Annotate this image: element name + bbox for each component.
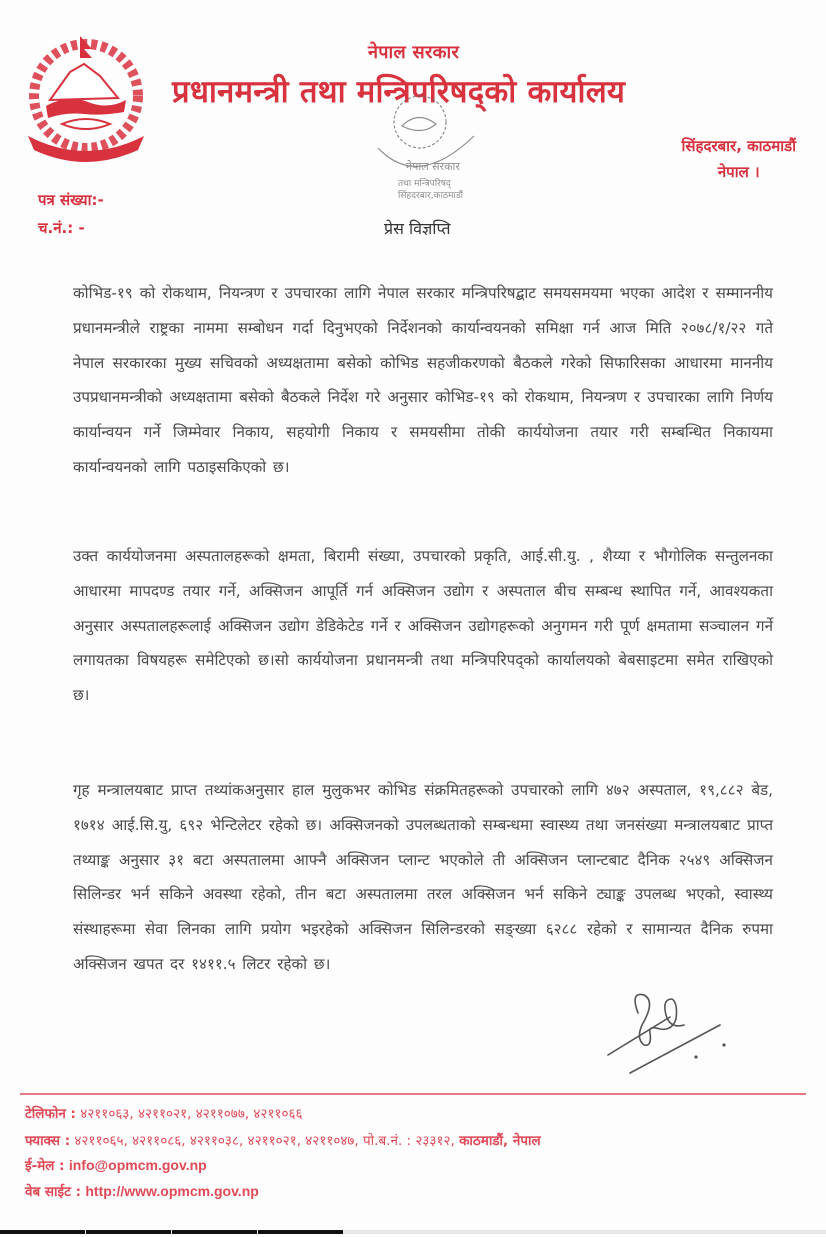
footer-fax [25, 1131, 541, 1149]
handshake-icon [62, 119, 110, 129]
story-progress-segment [258, 1230, 343, 1234]
story-progress-segment [0, 1230, 85, 1234]
seal-text-1: नेपाल सरकार [406, 160, 460, 173]
website-label: वेब साईट : [25, 1184, 82, 1200]
footer-phone [25, 1104, 303, 1122]
email-label: ई-मेल : [25, 1158, 65, 1174]
phone-numbers: ४२११०६३, ४२११०२१, ४२११०७७, ४२११०६६ [80, 1106, 303, 1122]
footer-website [25, 1182, 259, 1200]
press-release-title: प्रेस विज्ञप्ति [384, 219, 451, 238]
fax-numbers: ४२११०६५, ४२११०८६, ४२११०३८, ४२११०२१, ४२११०४७, पो.ब.नं. : २३३१२, [74, 1133, 455, 1149]
signature-icon [600, 985, 750, 1075]
story-progress-segment [86, 1230, 171, 1234]
address-line-2: नेपाल । [717, 163, 760, 181]
footer-email [25, 1156, 207, 1174]
office-name-heading: प्रधानमन्त्री तथा मन्त्रिपरिषद्को कार्यालय [172, 74, 626, 110]
mountain-icon [50, 64, 118, 100]
government-name: नेपाल सरकार [368, 42, 460, 63]
footer-divider [20, 1093, 806, 1095]
office-address [682, 133, 796, 185]
body-paragraph-2: उक्त कार्ययोजनमा अस्पतालहरूको क्षमता, बिरामी संख्या, उपचारको प्रकृति, आई.सी.यु. , शैय्या र भौगोलिक सन्तुलनका आधारमा मापदण्ड तयार गर्ने, अक्सिजन आपूर्ति गर्न अक्सिजन उद्योग र अस्पताल बीच सम्बन्ध स्थापित गर्ने, आवश्यकता अनुसार अस्पतालहरूलाई अक्सिजन उद्योग डेडिकेटेड गर्ने र अक्सिजन उद्योगहरूको अनुगमन गरी पूर्ण क्षमतामा सञ्चालन गर्ने लगायतका विषयहरू समेटिएको छ।सो कार्ययोजना प्रधानमन्त्री तथा मन्त्रिपरिपद्को कार्यालयको बेबसाइटमा समेत राखिएको छ। [73, 547, 773, 705]
map-icon [46, 99, 126, 118]
seal-text-2: तथा मन्त्रिपरिषद् [398, 179, 451, 189]
body-paragraph-1: कोभिड-१९ को रोकथाम, नियन्त्रण र उपचारका लागि नेपाल सरकार मन्त्रिपरिषद्बाट समयसमयमा भएका आदेश र सम्माननीय प्रधानमन्त्रीले राष्ट्रका नाममा सम्बोधन गर्दा दिनुभएको निर्देशनको कार्यान्वयनको समिक्षा गर्न आज मिति २०७८/१/२२ गते नेपाल सरकारका मुख्य सचिवको अध्यक्षतामा बसेको कोभिड सहजीकरणको बैठकले गरेको सिफारिसका आधारमा माननीय उपप्रधानमन्त्रीको अध्यक्षतामा बसेको बैठकले निर्देश गरे अनुसार कोभिड-१९ को रोकथाम, नियन्त्रण र उपचारका लागि निर्णय कार्यान्वयन गर्ने जिम्मेवार निकाय, सहयोगी निकाय र समयसीमा तोकी कार्ययोजना तयार गरी सम्बन्धित निकायमा कार्यान्वयनको लागि पठाइसकिएको छ। [73, 284, 773, 476]
body-paragraph-3: गृह मन्त्रालयबाट प्राप्त तथ्यांकअनुसार हाल मुलुकभर कोभिड संक्रमितहरूको उपचारको लागि ४७२ अस्पताल, १९,८८२ बेड, १७१४ आई.सि.यु, ६९२ भेन्टिलेटर रहेको छ। अक्सिजनको उपलब्धताको सम्बन्धमा स्वास्थ्य तथा जनसंख्या मन्त्रालयबाट प्राप्त तथ्याङ्क अनुसार ३१ बटा अस्पतालमा आफ्नै अक्सिजन प्लान्ट भएकोले ती अक्सिजन प्लान्टबाट दैनिक २५४९ अक्सिजन सिलिन्डर भर्न सकिने अवस्था रहेको, तीन बटा अस्पतालमा तरल अक्सिजन भर्न सकिने ट्याङ्क उपलब्ध भएको, स्वास्थ्य संस्थाहरूमा सेवा लिनका लागि प्रयोग भइरहेको अक्सिजन सिलिन्डरको सङ्ख्या ६२८८ रहेको र सामान्यत दैनिक रुपमा अक्सिजन खपत दर १४११.५ लिटर रहेको छ। [73, 781, 773, 973]
website-link[interactable]: http://www.opmcm.gov.np [85, 1183, 259, 1199]
seal-text-3: सिंहदरबार,काठमाडौं [398, 191, 463, 200]
fax-label: फ्याक्स : [25, 1133, 71, 1149]
official-seal-icon [358, 90, 498, 200]
email-link[interactable]: info@opmcm.gov.np [68, 1157, 207, 1173]
dispatch-number: च.नं.: - [38, 219, 85, 237]
story-progress-bar[interactable] [0, 1230, 826, 1234]
nepal-emblem-icon [18, 28, 154, 164]
address-line-1: सिंहदरबार, काठमाडौं [681, 137, 796, 155]
letter-number: पत्र संख्या:- [38, 191, 104, 209]
fax-city: काठमाडौं, नेपाल [459, 1133, 541, 1149]
phone-label: टेलिफोन : [25, 1106, 76, 1122]
story-progress-segment [172, 1230, 257, 1234]
